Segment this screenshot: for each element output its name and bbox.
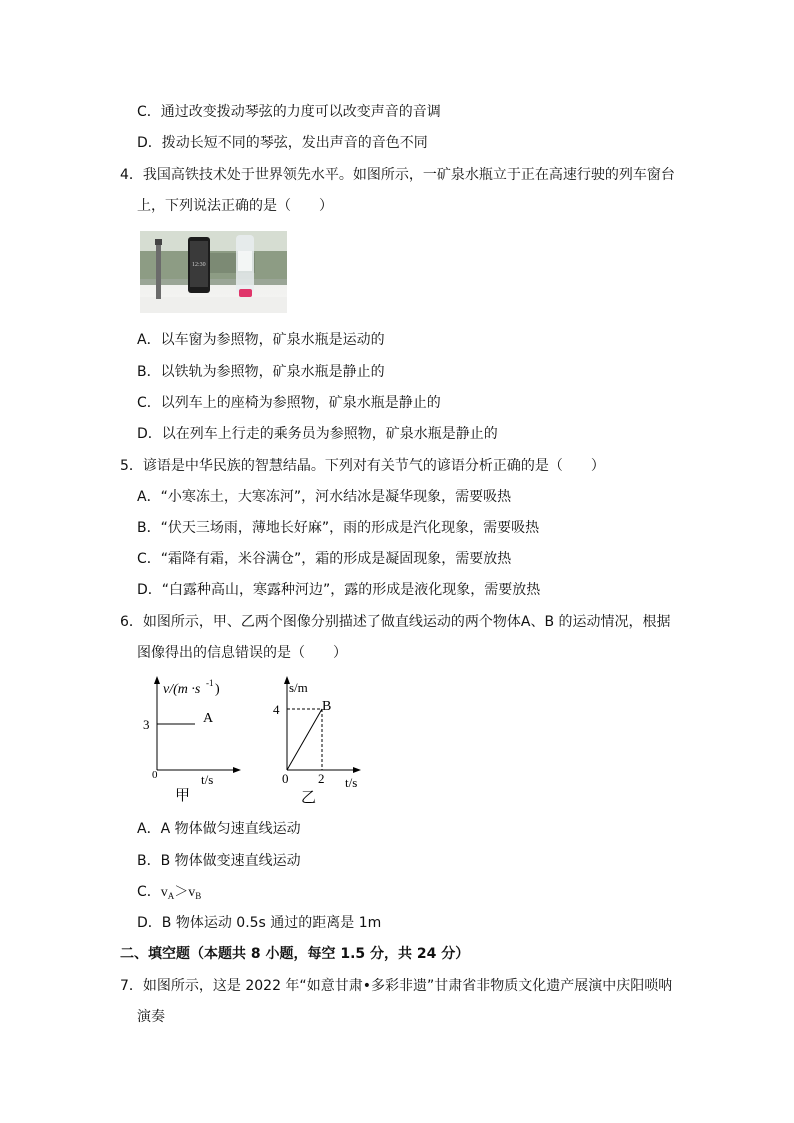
graph-yi-x-arrow (353, 767, 361, 773)
q5-option-c: C．“霜降有霜，米谷满仓”，霜的形成是凝固现象，需要放热 (137, 551, 512, 567)
graph-yi-caption: 乙 (301, 790, 317, 806)
q4-option-d: D．以在列车上行走的乘务员为参照物，矿泉水瓶是静止的 (137, 426, 498, 442)
graph-jia-y-arrow (154, 676, 160, 684)
q6-stem-line2: 图像得出的信息错误的是（ ） (137, 645, 347, 661)
q4-stem-line1: 4．我国高铁技术处于世界领先水平。如图所示，一矿泉水瓶立于正在高速行驶的列车窗台 (120, 167, 675, 183)
graph-jia (135, 672, 245, 804)
q6-option-c-sub-b: B (195, 891, 202, 901)
q6-option-c-v2: v (188, 885, 196, 900)
section-2-heading: 二、填空题（本题共 8 小题，每空 1.5 分，共 24 分） (120, 946, 470, 962)
q7-stem-line2: 演奏 (137, 1009, 165, 1025)
graph-yi-series-B-line (287, 709, 322, 770)
phone-time: 12:30 (192, 262, 206, 268)
q6-option-a: A．A 物体做匀速直线运动 (137, 821, 301, 837)
graph-jia-series-A-label: A (203, 711, 214, 726)
graph-yi-xlabel: t/s (345, 775, 358, 790)
q3-option-d: D．拨动长短不同的琴弦，发出声音的音色不同 (137, 135, 428, 151)
q3-option-c: C．通过改变拨动琴弦的力度可以改变声音的音调 (137, 104, 441, 120)
graph-jia-ylabel-exp: -1 (206, 678, 214, 688)
graph-jia-xlabel: t/s (201, 772, 214, 787)
graph-yi-x-tick: 2 (318, 771, 325, 786)
graph-yi-y-tick: 4 (273, 702, 280, 717)
graph-yi-origin: 0 (282, 771, 289, 786)
q4-option-b: B．以铁轨为参照物，矿泉水瓶是静止的 (137, 364, 385, 380)
q5-option-b: B．“伏天三场雨，薄地长好麻”，雨的形成是汽化现象，需要吸热 (137, 520, 540, 536)
q6-option-c-prefix: C． (137, 884, 161, 900)
q6-option-c-v1: v (160, 885, 168, 900)
q6-stem-line1: 6．如图所示，甲、乙两个图像分别描述了做直线运动的两个物体A、B 的运动情况，根据 (120, 614, 671, 630)
graph-jia-caption: 甲 (175, 788, 191, 804)
graph-jia-x-arrow (233, 767, 241, 773)
q4-stem-line2: 上，下列说法正确的是（ ） (137, 198, 333, 214)
q5-option-d: D．“白露种高山，寒露种河边”，露的形成是液化现象，需要放热 (137, 582, 541, 598)
q7-stem-line1: 7．如图所示，这是 2022 年“如意甘肃•多彩非遗”甘肃省非物质文化遗产展演中庆阳唢呐 (120, 978, 673, 994)
q6-option-b: B．B 物体做变速直线运动 (137, 853, 301, 869)
q4-option-c: C．以列车上的座椅为参照物，矿泉水瓶是静止的 (137, 395, 441, 411)
graph-yi-series-B-label: B (322, 699, 332, 714)
train-window-photo (140, 231, 287, 313)
q5-option-a: A．“小寒冻土，大寒冻河”，河水结冰是凝华现象，需要吸热 (137, 489, 512, 505)
graph-yi (265, 672, 375, 806)
q6-option-c (137, 882, 201, 906)
graph-jia-ylabel: v/(m ·s (163, 682, 201, 697)
q6-option-c-sub-a: A (167, 891, 175, 901)
graph-jia-y-tick: 3 (143, 717, 150, 732)
q5-stem: 5．谚语是中华民族的智慧结晶。下列对有关节气的谚语分析正确的是（ ） (120, 458, 605, 474)
graph-yi-ylabel: s/m (289, 680, 308, 695)
q4-option-a: A．以车窗为参照物，矿泉水瓶是运动的 (137, 332, 385, 348)
graph-jia-origin: 0 (152, 769, 158, 781)
q6-option-c-greater-than: ＞ (174, 884, 189, 900)
graph-jia-ylabel-close: ) (215, 682, 220, 697)
q6-option-d: D．B 物体运动 0.5s 通过的距离是 1m (137, 915, 382, 931)
